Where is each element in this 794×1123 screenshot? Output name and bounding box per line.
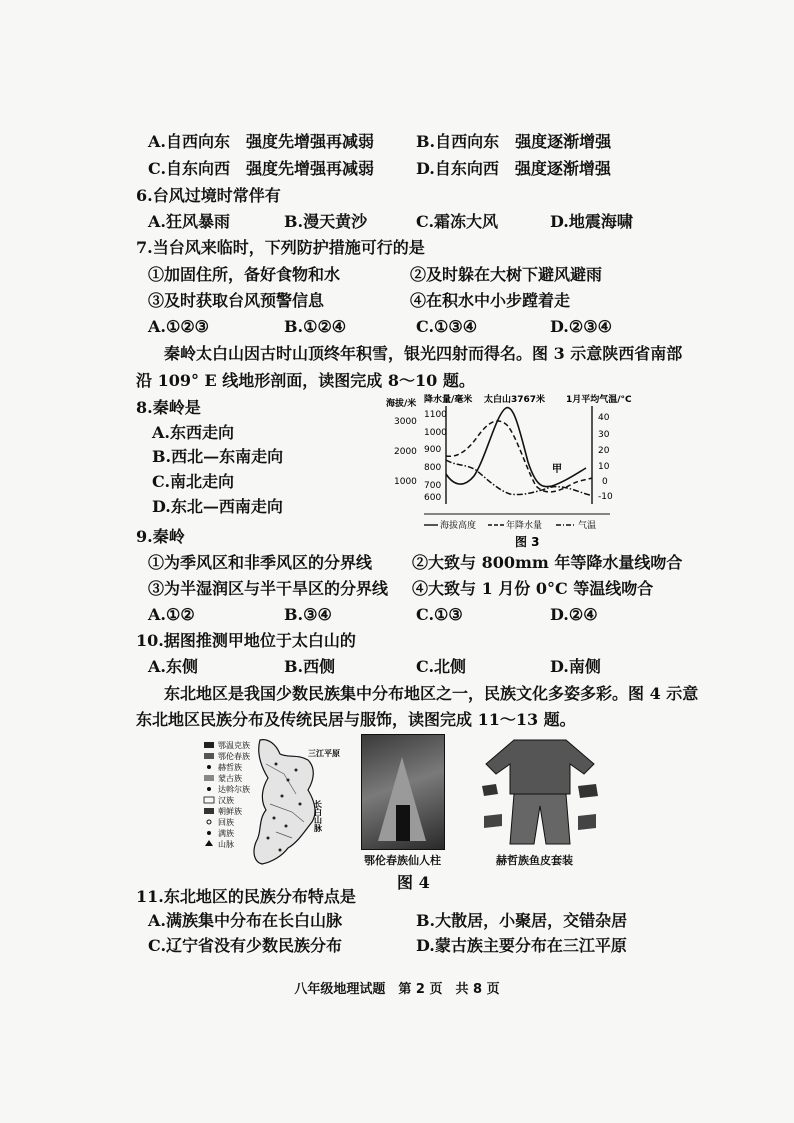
fig3-y-left-label: 海拔/米: [386, 399, 417, 409]
q7-statement-2: ②及时躲在大树下避风避雨: [410, 265, 603, 284]
q11-option-b: B.大散居，小聚居，交错杂居: [416, 911, 628, 930]
map-label-changbai-mountains: 长白山脉: [313, 800, 323, 832]
fig4-legend-item: 朝鲜族: [218, 807, 242, 816]
q5-option-c: C.自东向西 强度先增强再减弱: [148, 159, 375, 178]
fig3-temp-tick: -10: [598, 492, 613, 502]
fig3-temp-tick: 10: [598, 462, 610, 472]
photo-fish-skin-suit-caption: 赫哲族鱼皮套装: [496, 854, 573, 867]
fig3-peak-label: 太白山3767米: [484, 395, 546, 405]
intro-qinling-line-1: 秦岭太白山因古时山顶终年积雪，银光四射而得名。图 3 示意陕西省南部: [164, 344, 683, 363]
q10-option-c: C.北侧: [416, 657, 467, 676]
q7-option-d: D.②③④: [550, 317, 612, 336]
q10-stem: 10.据图推测甲地位于太白山的: [136, 631, 356, 650]
q10-option-b: B.西侧: [284, 657, 336, 676]
fig3-temp-tick: 20: [598, 446, 610, 456]
legend-swatch: [204, 753, 214, 759]
q9-option-c: C.①③: [416, 605, 463, 624]
fig3-temp-tick: 0: [602, 477, 608, 487]
intro-northeast-line-2: 东北地区民族分布及传统民居与服饰，读图完成 11～13 题。: [136, 710, 576, 729]
q11-stem: 11.东北地区的民族分布特点是: [136, 887, 356, 906]
q8-option-b: B.西北—东南走向: [152, 447, 284, 466]
fig3-y-right-label: 1月平均气温/°C: [566, 395, 632, 405]
legend-swatch: [204, 797, 214, 803]
q7-option-a: A.①②③: [148, 317, 210, 336]
fig3-elev-tick: 3000: [394, 417, 417, 427]
legend-swatch: [207, 765, 211, 769]
fig4-legend-item: 赫哲族: [218, 763, 242, 772]
q7-stem: 7.当台风来临时，下列防护措施可行的是: [136, 238, 425, 257]
q6-option-d: D.地震海啸: [550, 212, 633, 231]
legend-swatch: [204, 808, 214, 814]
q8-stem: 8.秦岭是: [136, 398, 201, 417]
q11-option-d: D.蒙古族主要分布在三江平原: [416, 936, 627, 955]
fig3-legend-precip: 年降水量: [506, 521, 543, 531]
q9-stem: 9.秦岭: [136, 527, 185, 546]
q7-statement-4: ④在积水中小步蹚着走: [410, 291, 571, 310]
fig3-elevation-curve: [446, 408, 586, 487]
intro-northeast-line-1: 东北地区是我国少数民族集中分布地区之一，民族文化多姿多彩。图 4 示意: [164, 684, 699, 703]
legend-swatch: [205, 840, 213, 846]
map-label-sanjiang-plain: 三江平原: [308, 749, 340, 758]
fig3-precip-tick: 800: [424, 463, 442, 473]
legend-swatch: [207, 787, 211, 791]
q5-option-b: B.自西向东 强度逐渐增强: [416, 132, 612, 151]
tent-door: [396, 805, 410, 841]
fig4-caption: 图 4: [397, 873, 430, 892]
q7-option-c: C.①③④: [416, 317, 478, 336]
q6-stem: 6.台风过境时常伴有: [136, 186, 281, 205]
q9-statement-4: ④大致与 1 月份 0°C 等温线吻合: [412, 579, 654, 598]
q9-option-d: D.②④: [550, 605, 598, 624]
q9-statement-2: ②大致与 800mm 年等降水量线吻合: [412, 553, 683, 572]
q9-option-a: A.①②: [148, 605, 195, 624]
q7-statement-1: ①加固住所，备好食物和水: [148, 265, 341, 284]
fig4-legend-item: 满族: [218, 829, 234, 838]
q8-option-a: A.东西走向: [152, 423, 234, 442]
photo-fish-skin-suit: [474, 734, 606, 850]
fig3-temp-tick: 30: [598, 430, 610, 440]
fish-skin-glove: [578, 784, 598, 798]
fig4-legend-item: 山脉: [218, 840, 234, 849]
photo-xianrenzhu-caption: 鄂伦春族仙人柱: [364, 854, 441, 867]
legend-swatch: [207, 831, 211, 835]
fig3-legend-temp: 气温: [578, 521, 597, 531]
q5-option-a: A.自西向东 强度先增强再减弱: [148, 132, 374, 151]
fish-skin-boot: [484, 814, 502, 828]
page-footer: 八年级地理试题 第 2 页 共 8 页: [294, 982, 500, 997]
fig4-legend-item: 达斡尔族: [218, 785, 250, 794]
q7-option-b: B.①②④: [284, 317, 347, 336]
fig3-legend-elev: 海拔高度: [440, 521, 477, 531]
fig3-elev-tick: 1000: [394, 477, 417, 487]
fig3-precip-tick: 1100: [424, 410, 447, 420]
q11-option-a: A.满族集中分布在长白山脉: [148, 911, 342, 930]
fig4-legend-item: 回族: [218, 818, 234, 827]
legend-swatch: [204, 775, 214, 781]
figure-3-profile-chart: [380, 392, 642, 550]
fish-skin-jacket: [486, 740, 594, 794]
q5-option-d: D.自东向西 强度逐渐增强: [416, 159, 611, 178]
q10-option-a: A.东侧: [148, 657, 198, 676]
fig3-y-mid-label: 降水量/毫米: [424, 395, 473, 405]
fig3-precip-tick: 1000: [424, 428, 447, 438]
fig3-precip-tick: 600: [424, 493, 442, 503]
q8-option-d: D.东北—西南走向: [152, 497, 283, 516]
fish-skin-glove: [482, 784, 498, 796]
northeast-region-outline: [254, 740, 315, 864]
fish-skin-trousers: [510, 794, 570, 844]
fig4-legend-item: 汉族: [218, 796, 234, 805]
legend-swatch: [204, 742, 214, 748]
fig3-precip-tick: 700: [424, 481, 442, 491]
q11-option-c: C.辽宁省没有少数民族分布: [148, 936, 343, 955]
q7-statement-3: ③及时获取台风预警信息: [148, 291, 325, 310]
fig3-marker-jia: 甲: [552, 464, 562, 475]
q9-option-b: B.③④: [284, 605, 332, 624]
legend-swatch: [207, 820, 211, 824]
q6-option-b: B.漫天黄沙: [284, 212, 368, 231]
q6-option-c: C.霜冻大风: [416, 212, 499, 231]
fish-skin-boot: [578, 814, 596, 830]
q6-option-a: A.狂风暴雨: [148, 212, 230, 231]
q9-statement-3: ③为半湿润区与半干旱区的分界线: [148, 579, 389, 598]
q9-statement-1: ①为季风区和非季风区的分界线: [148, 553, 373, 572]
photo-xianrenzhu: [361, 734, 445, 850]
fig3-precip-tick: 900: [424, 445, 442, 455]
fig4-legend-item: 蒙古族: [218, 774, 242, 783]
intro-qinling-line-2: 沿 109° E 线地形剖面，读图完成 8～10 题。: [136, 371, 475, 390]
q10-option-d: D.南侧: [550, 657, 601, 676]
fig4-legend-item: 鄂伦春族: [218, 752, 250, 761]
figure-4-ethnic-map: [196, 734, 356, 870]
fig3-elev-tick: 2000: [394, 447, 417, 457]
q8-option-c: C.南北走向: [152, 472, 235, 491]
fig4-legend-item: 鄂温克族: [218, 741, 250, 750]
fig3-temp-tick: 40: [598, 413, 610, 423]
fig3-caption: 图 3: [515, 535, 540, 549]
